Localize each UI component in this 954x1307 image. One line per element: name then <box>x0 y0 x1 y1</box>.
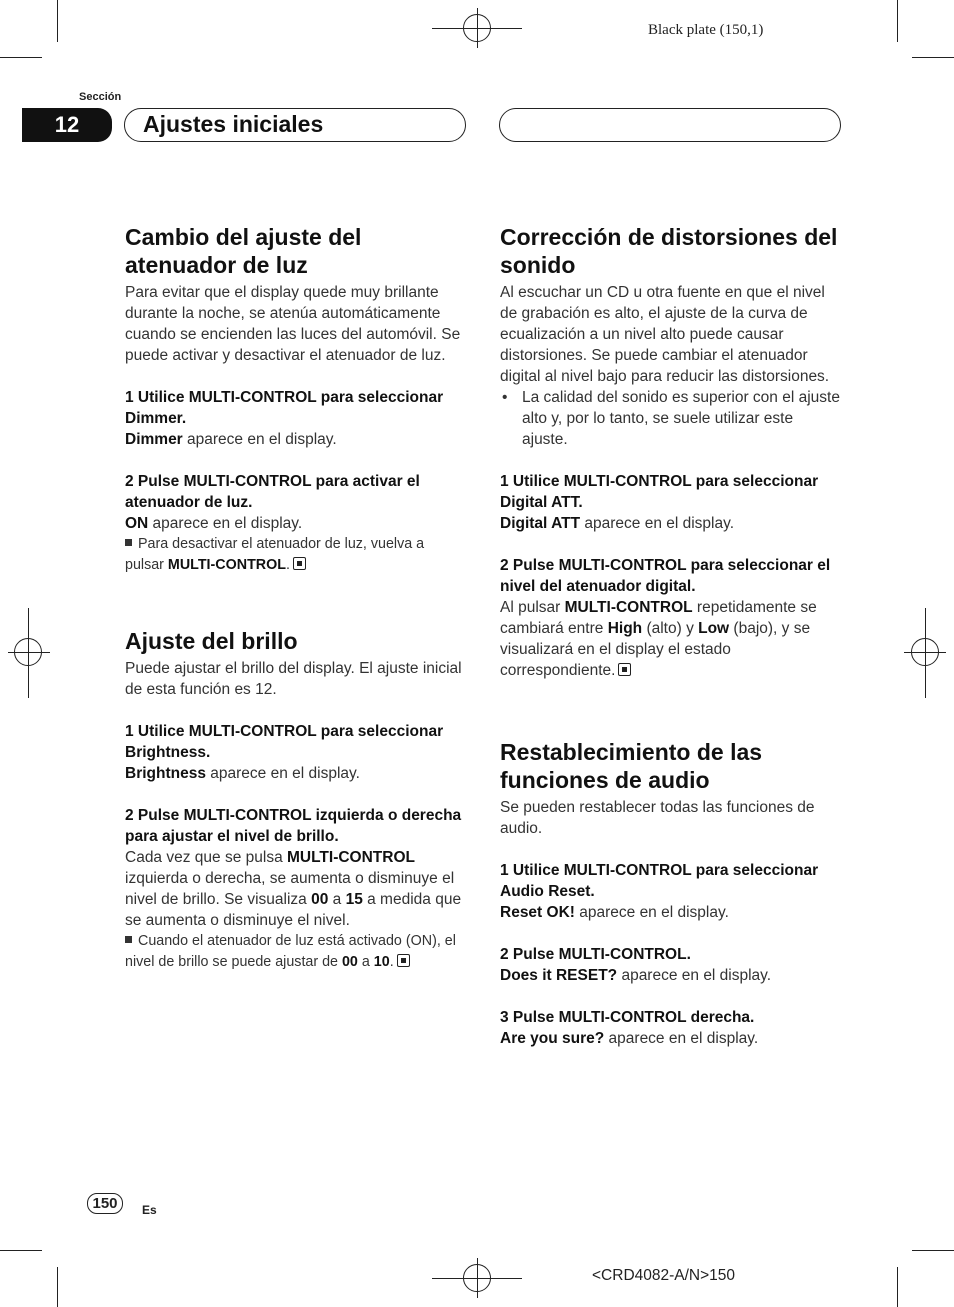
audio-reset-step-1: 1 Utilice MULTI-CONTROL para seleccionar Audio Reset. <box>500 862 819 900</box>
dimmer-step-1: 1 Utilice MULTI-CONTROL para seleccionar Dimmer. <box>125 389 444 427</box>
page-number-badge <box>87 1193 123 1214</box>
brightness-note: Cuando el atenuador de luz está activado (ON), el nivel de brillo se puede ajustar de 00 a 10. <box>125 933 456 970</box>
dimmer-step-2-result: ON aparece en el display. <box>125 515 303 532</box>
end-of-section-icon <box>397 954 410 967</box>
dimmer-intro: Para evitar que el display quede muy brillante durante la noche, se atenúa automáticamente cuando se encienden las luces del automóvil. Se puede activar y desactivar el atenuador de luz. <box>125 284 461 364</box>
end-of-section-icon <box>618 663 631 676</box>
audio-reset-heading: Restablecimiento de las funciones de audio <box>500 739 763 793</box>
section-title: Ajustes iniciales <box>143 111 324 137</box>
dimmer-heading: Cambio del ajuste del atenuador de luz <box>125 224 362 278</box>
brightness-step-2-body: Cada vez que se pulsa MULTI-CONTROL izquierda o derecha, se aumenta o disminuye el nivel de brillo. Se visualiza 00 a 15 a medida que se aumenta o disminuye el nivel. <box>125 849 462 929</box>
brightness-step-2: 2 Pulse MULTI-CONTROL izquierda o derecha para ajustar el nivel de brillo. <box>125 807 462 845</box>
brightness-step-1: 1 Utilice MULTI-CONTROL para seleccionar Brightness. <box>125 723 444 761</box>
dimmer-note: Para desactivar el atenuador de luz, vuelva a pulsar MULTI-CONTROL. <box>125 536 425 573</box>
distortion-step-2-body: Al pulsar MULTI-CONTROL repetidamente se cambiará entre High (alto) y Low (bajo), y se visualizará en el display el estado correspondiente. <box>500 599 817 679</box>
distortion-bullet: • La calidad del sonido es superior con el ajuste alto y, por lo tanto, se suele utilizar este ajuste. <box>502 389 840 448</box>
plate-label: Black plate (150,1) <box>648 22 764 38</box>
section-audio-reset <box>500 738 842 1049</box>
header-right-frame <box>499 108 841 142</box>
note-square-icon <box>125 539 132 546</box>
distortion-intro: Al escuchar un CD u otra fuente en que el nivel de grabación es alto, el ajuste de la curva de ecualización a un nivel alto puede causar distorsiones. Se puede cambiar el atenuador digital al nivel bajo para reducir las distorsiones. <box>500 284 830 385</box>
bullet-dot-icon: • <box>502 389 508 406</box>
distortion-heading: Corrección de distorsiones del sonido <box>500 224 838 278</box>
dimmer-step-2: 2 Pulse MULTI-CONTROL para activar el atenuador de luz. <box>125 473 420 511</box>
document-code: <CRD4082-A/N>150 <box>592 1267 736 1284</box>
audio-reset-intro: Se pueden restablecer todas las funciones de audio. <box>500 799 815 837</box>
section-dimmer <box>125 223 467 576</box>
distortion-step-2: 2 Pulse MULTI-CONTROL para seleccionar el nivel del atenuador digital. <box>500 557 831 595</box>
note-square-icon <box>125 936 132 943</box>
section-label: Sección <box>79 91 122 103</box>
audio-reset-step-3: 3 Pulse MULTI-CONTROL derecha. <box>500 1009 755 1026</box>
brightness-heading: Ajuste del brillo <box>125 628 298 654</box>
section-number: 12 <box>54 112 80 137</box>
left-column <box>125 223 467 973</box>
end-of-section-icon <box>293 557 306 570</box>
brightness-intro: Puede ajustar el brillo del display. El ajuste inicial de esta función es 12. <box>125 660 462 698</box>
right-column <box>500 223 842 1049</box>
audio-reset-step-2-result: Does it RESET? aparece en el display. <box>500 967 772 984</box>
distortion-step-1: 1 Utilice MULTI-CONTROL para seleccionar Digital ATT. <box>500 473 819 511</box>
section-distortion <box>500 223 842 681</box>
dimmer-step-1-result: Dimmer aparece en el display. <box>125 431 337 448</box>
language-label: Es <box>142 1203 157 1217</box>
section-brightness <box>125 627 467 973</box>
distortion-step-1-result: Digital ATT aparece en el display. <box>500 515 735 532</box>
audio-reset-step-2: 2 Pulse MULTI-CONTROL. <box>500 946 691 963</box>
page-number: 150 <box>92 1195 118 1212</box>
audio-reset-step-1-result: Reset OK! aparece en el display. <box>500 904 729 921</box>
audio-reset-step-3-result: Are you sure? aparece en el display. <box>500 1030 759 1047</box>
section-number-badge <box>22 108 112 142</box>
brightness-step-1-result: Brightness aparece en el display. <box>125 765 360 782</box>
